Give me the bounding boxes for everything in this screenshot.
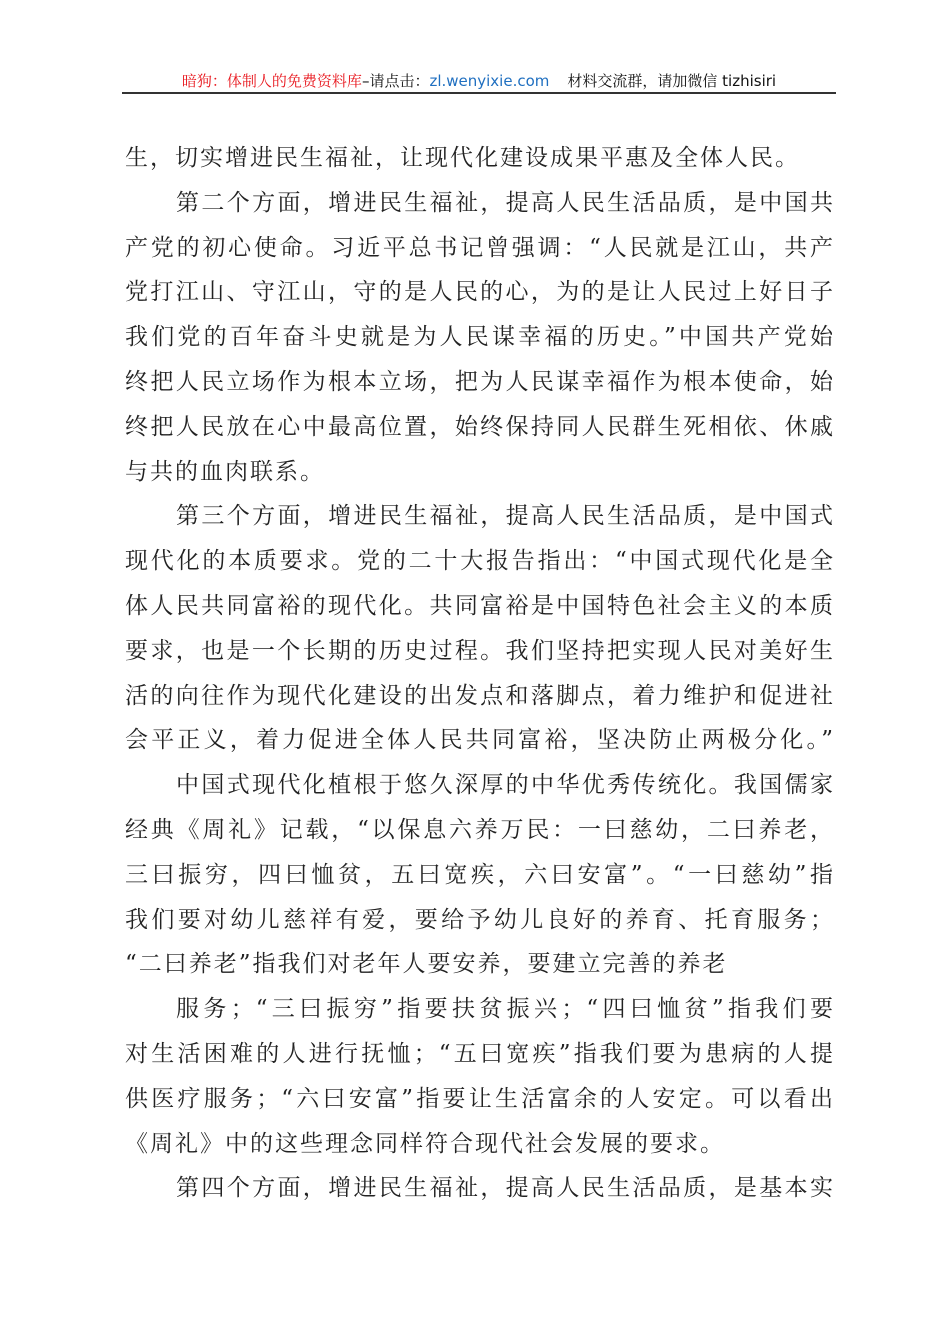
text-line: 第三个方面，增进民生福祉，提高人民生活品质，是中国式 bbox=[176, 503, 835, 530]
text-line: 产党的初心使命。习近平总书记曾强调：“人民就是江山，共产 bbox=[125, 234, 835, 261]
document-body bbox=[125, 136, 835, 1211]
text-line: 活的向往作为现代化建设的出发点和落脚点，着力维护和促进社 bbox=[125, 682, 835, 709]
text-line: 我们要对幼儿慈祥有爱，要给予幼儿良好的养育、托育服务； bbox=[125, 906, 835, 933]
text-line: 现代化的本质要求。党的二十大报告指出：“中国式现代化是全 bbox=[125, 548, 835, 575]
text-line: 我们党的百年奋斗史就是为人民谋幸福的历史。”中国共产党始 bbox=[125, 324, 835, 351]
text-line: 生，切实增进民生福祉，让现代化建设成果平惠及全体人民。 bbox=[125, 145, 800, 171]
text-line: 服务；“三曰振穷”指要扶贫振兴；“四曰恤贫”指我们要 bbox=[176, 996, 835, 1023]
text-line: “二曰养老”指我们对老年人要安养，要建立完善的养老 bbox=[125, 951, 728, 978]
header-divider bbox=[122, 92, 836, 94]
text-line: 会平正义，着力促进全体人民共同富裕，坚决防止两极分化。” bbox=[125, 727, 835, 754]
text-line: 与共的血肉联系。 bbox=[125, 458, 325, 485]
text-line: 体人民共同富裕的现代化。共同富裕是中国特色社会主义的本质 bbox=[125, 592, 835, 619]
text-line: 经典《周礼》记载，“以保息六养万民：一曰慈幼，二曰养老， bbox=[125, 816, 835, 843]
text-line: 党打江山、守江山，守的是人民的心，为的是让人民过上好日子 bbox=[125, 279, 835, 306]
page-header bbox=[122, 70, 836, 91]
text-line: 第二个方面，增进民生福祉，提高人民生活品质，是中国共 bbox=[176, 189, 835, 216]
text-line: 三曰振穷，四曰恤贫，五曰宽疾，六曰安富”。“一曰慈幼”指 bbox=[125, 861, 835, 888]
text-line: 对生活困难的人进行抚恤；“五曰宽疾”指我们要为患病的人提 bbox=[125, 1040, 835, 1067]
site-link[interactable]: zl.wenyixie.com bbox=[429, 72, 550, 90]
click-prompt: –请点击： bbox=[361, 72, 430, 90]
text-line: 终把人民立场作为根本立场，把为人民谋幸福作为根本使命，始 bbox=[125, 368, 835, 395]
group-note: 材料交流群，请加微信 tizhisiri bbox=[567, 72, 777, 90]
text-line: 中国式现代化植根于悠久深厚的中华优秀传统化。我国儒家 bbox=[176, 772, 835, 799]
text-line: 终把人民放在心中最高位置，始终保持同人民群生死相依、休戚 bbox=[125, 413, 835, 440]
site-name: 暗狗：体制人的免费资料库 bbox=[181, 72, 362, 90]
text-line: 《周礼》中的这些理念同样符合现代社会发展的要求。 bbox=[125, 1130, 725, 1157]
text-line: 第四个方面，增进民生福祉，提高人民生活品质，是基本实 bbox=[176, 1175, 835, 1202]
text-line: 供医疗服务；“六曰安富”指要让生活富余的人安定。可以看出 bbox=[125, 1085, 835, 1112]
text-line: 要求，也是一个长期的历史过程。我们坚持把实现人民对美好生 bbox=[125, 637, 835, 664]
